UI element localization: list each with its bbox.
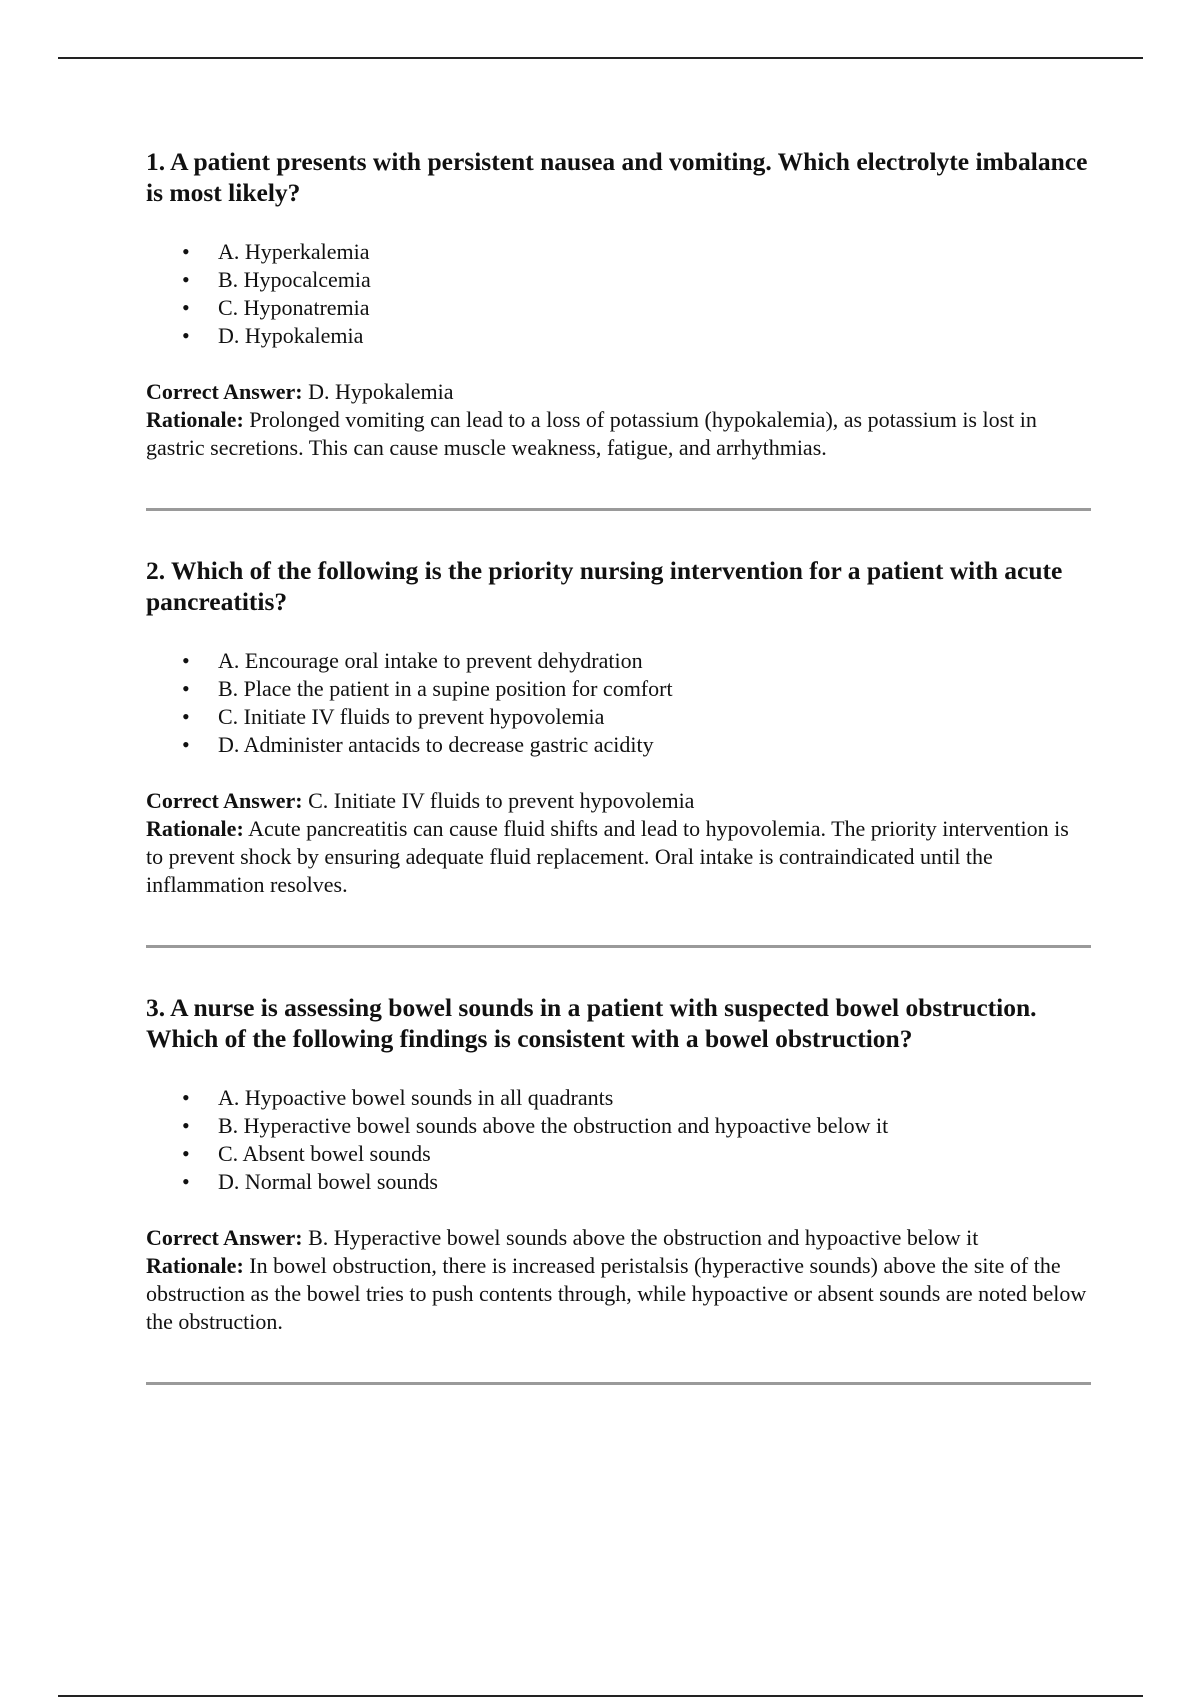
bullet-icon: •	[182, 1169, 190, 1194]
bullet-icon: •	[182, 732, 190, 757]
option-text: B. Hyperactive bowel sounds above the obstruction and hypoactive below it	[218, 1113, 889, 1138]
option-text: D. Hypokalemia	[218, 323, 364, 348]
bullet-icon: •	[182, 239, 190, 264]
bullet-icon: •	[182, 1113, 190, 1138]
question-3	[146, 992, 1091, 1336]
option-b	[146, 1112, 1091, 1140]
page-bottom-rule	[58, 1695, 1143, 1697]
option-text: C. Absent bowel sounds	[218, 1141, 431, 1166]
option-text: B. Hypocalcemia	[218, 267, 371, 292]
option-text: D. Normal bowel sounds	[218, 1169, 438, 1194]
bullet-icon: •	[182, 295, 190, 320]
option-c	[146, 294, 1091, 322]
rationale	[146, 1252, 1091, 1336]
page-top-rule	[58, 57, 1143, 59]
options-list	[146, 1084, 1091, 1196]
bullet-icon: •	[182, 267, 190, 292]
option-text: D. Administer antacids to decrease gastric acidity	[218, 732, 654, 757]
correct-answer	[146, 787, 1091, 815]
option-text: A. Hyperkalemia	[218, 239, 370, 264]
option-text: A. Hypoactive bowel sounds in all quadrants	[218, 1085, 614, 1110]
bullet-icon: •	[182, 1085, 190, 1110]
option-a	[146, 238, 1091, 266]
option-a	[146, 1084, 1091, 1112]
question-2	[146, 555, 1091, 899]
correct-answer-value: C. Initiate IV fluids to prevent hypovolemia	[308, 788, 695, 813]
rationale	[146, 406, 1091, 462]
option-c	[146, 703, 1091, 731]
rationale-text: In bowel obstruction, there is increased peristalsis (hyperactive sounds) above the site of the obstruction as the bowel tries to push contents through, while hypoactive or absent sounds are noted below the obstruction.	[146, 1253, 1087, 1334]
option-text: C. Initiate IV fluids to prevent hypovolemia	[218, 704, 605, 729]
answer-block	[146, 378, 1091, 462]
document-content	[146, 146, 1091, 1429]
bullet-icon: •	[182, 323, 190, 348]
rationale-text: Prolonged vomiting can lead to a loss of potassium (hypokalemia), as potassium is lost in gastric secretions. This can cause muscle weakness, fatigue, and arrhythmias.	[146, 407, 1037, 460]
option-text: A. Encourage oral intake to prevent dehydration	[218, 648, 643, 673]
bullet-icon: •	[182, 648, 190, 673]
rationale-label: Rationale:	[146, 407, 244, 432]
section-divider	[146, 1382, 1091, 1385]
bullet-icon: •	[182, 1141, 190, 1166]
correct-answer-label: Correct Answer:	[146, 788, 303, 813]
rationale	[146, 815, 1091, 899]
option-text: B. Place the patient in a supine position for comfort	[218, 676, 673, 701]
option-b	[146, 266, 1091, 294]
question-title: 2. Which of the following is the priority nursing intervention for a patient with acute pancreatitis?	[146, 556, 1063, 616]
bullet-icon: •	[182, 704, 190, 729]
option-a	[146, 647, 1091, 675]
option-text: C. Hyponatremia	[218, 295, 370, 320]
options-list	[146, 238, 1091, 350]
option-d	[146, 731, 1091, 759]
option-b	[146, 675, 1091, 703]
option-d	[146, 1168, 1091, 1196]
option-d	[146, 322, 1091, 350]
option-c	[146, 1140, 1091, 1168]
question-title: 3. A nurse is assessing bowel sounds in a patient with suspected bowel obstruction. Which of the following findings is consistent with a bowel obstruction?	[146, 993, 1037, 1053]
rationale-label: Rationale:	[146, 1253, 244, 1278]
answer-block	[146, 787, 1091, 899]
options-list	[146, 647, 1091, 759]
rationale-label: Rationale:	[146, 816, 244, 841]
section-divider	[146, 508, 1091, 511]
correct-answer-value: B. Hyperactive bowel sounds above the obstruction and hypoactive below it	[308, 1225, 979, 1250]
rationale-text: Acute pancreatitis can cause fluid shifts and lead to hypovolemia. The priority intervention is to prevent shock by ensuring adequate fluid replacement. Oral intake is contraindicated until the inflammation resolves.	[146, 816, 1069, 897]
correct-answer	[146, 1224, 1091, 1252]
correct-answer-label: Correct Answer:	[146, 1225, 303, 1250]
section-divider	[146, 945, 1091, 948]
correct-answer	[146, 378, 1091, 406]
bullet-icon: •	[182, 676, 190, 701]
answer-block	[146, 1224, 1091, 1336]
correct-answer-label: Correct Answer:	[146, 379, 303, 404]
question-title: 1. A patient presents with persistent nausea and vomiting. Which electrolyte imbalance is most likely?	[146, 147, 1088, 207]
correct-answer-value: D. Hypokalemia	[308, 379, 454, 404]
question-1	[146, 146, 1091, 462]
